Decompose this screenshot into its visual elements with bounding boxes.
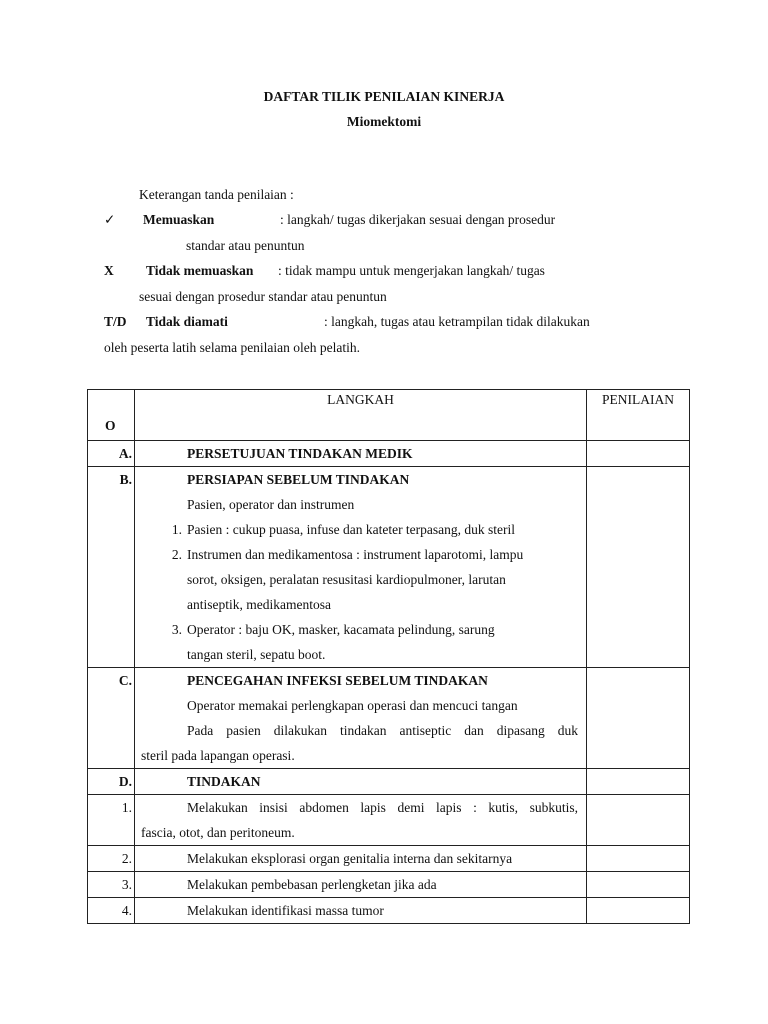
table-row [88, 846, 690, 872]
cross-mark: X [104, 263, 114, 278]
section-b-title: PERSIAPAN SEBELUM TINDAKAN [187, 472, 410, 487]
header-no: O [105, 418, 116, 433]
section-row-b [88, 467, 690, 668]
section-a-title-cell [135, 441, 587, 467]
document-title: DAFTAR TILIK PENILAIAN KINERJA [263, 89, 505, 104]
legend-label-satisfactory: Memuaskan [143, 212, 215, 227]
step-no: 3. [88, 872, 135, 898]
header-score-cell [587, 390, 690, 441]
section-d-title-cell [135, 769, 587, 795]
list-item: 2. Instrumen dan medikamentosa : instrument laparotomi, lampu [171, 547, 524, 562]
legend-desc-not-observed: : langkah, tugas atau ketrampilan tidak dilakukan [324, 314, 590, 329]
section-c-title: PENCEGAHAN INFEKSI SEBELUM TINDAKAN [187, 673, 488, 688]
step-no: 1. [88, 795, 135, 846]
step-content [135, 872, 587, 898]
table-row [88, 898, 690, 924]
step-text: Melakukan eksplorasi organ genitalia interna dan sekitarnya [187, 851, 513, 866]
td-mark: T/D [104, 314, 127, 329]
section-b-no: B. [88, 467, 135, 668]
step-no: 2. [88, 846, 135, 872]
checklist-table [87, 389, 690, 924]
legend-desc-unsatisfactory-cont: sesuai dengan prosedur standar atau penuntun [139, 289, 387, 304]
step-content [135, 898, 587, 924]
section-b-content [135, 467, 587, 668]
step-content [135, 846, 587, 872]
section-c-line: Operator memakai perlengkapan operasi dan mencuci tangan [187, 698, 518, 713]
list-item-cont: tangan steril, sepatu boot. [187, 647, 326, 662]
legend-desc-satisfactory: : langkah/ tugas dikerjakan sesuai dengan prosedur [280, 212, 556, 227]
list-item: 1. Pasien : cukup puasa, infuse dan kateter terpasang, duk steril [171, 522, 516, 537]
section-row-d [88, 769, 690, 795]
section-b-intro: Pasien, operator dan instrumen [187, 497, 355, 512]
section-c-no: C. [88, 668, 135, 769]
section-a-score[interactable] [587, 441, 690, 467]
section-d-score[interactable] [587, 769, 690, 795]
legend-desc-satisfactory-cont: standar atau penuntun [186, 238, 305, 253]
list-item-cont: antiseptik, medikamentosa [187, 597, 331, 612]
section-c-score[interactable] [587, 668, 690, 769]
legend-intro: Keterangan tanda penilaian : [139, 187, 294, 202]
section-d-no: D. [88, 769, 135, 795]
section-c-line: Pada pasien dilakukan tindakan antiseptic dan dipasang duk [187, 723, 578, 738]
header-step-cell [135, 390, 587, 441]
table-row [88, 795, 690, 846]
header-no-cell [88, 390, 135, 441]
step-score[interactable] [587, 846, 690, 872]
step-text: Melakukan identifikasi massa tumor [187, 903, 384, 918]
section-row-c [88, 668, 690, 769]
step-text: Melakukan pembebasan perlengketan jika ada [187, 877, 437, 892]
list-item-cont: sorot, oksigen, peralatan resusitasi kardiopulmoner, larutan [187, 572, 506, 587]
step-text: Melakukan insisi abdomen lapis demi lapis : kutis, subkutis, [187, 800, 578, 815]
checkmark-icon: ✓ [104, 212, 116, 227]
table-header-row [88, 390, 690, 441]
section-row-a [88, 441, 690, 467]
section-d-title: TINDAKAN [187, 774, 261, 789]
step-text-cont: fascia, otot, dan peritoneum. [141, 825, 295, 840]
header-step: LANGKAH [327, 392, 394, 407]
step-content [135, 795, 587, 846]
step-score[interactable] [587, 898, 690, 924]
section-c-line: steril pada lapangan operasi. [141, 748, 295, 763]
list-item: 3. Operator : baju OK, masker, kacamata pelindung, sarung [171, 622, 495, 637]
table-row [88, 872, 690, 898]
legend-desc-unsatisfactory: : tidak mampu untuk mengerjakan langkah/ tugas [278, 263, 545, 278]
step-score[interactable] [587, 872, 690, 898]
section-a-title: PERSETUJUAN TINDAKAN MEDIK [187, 446, 413, 461]
step-no: 4. [88, 898, 135, 924]
legend-label-unsatisfactory: Tidak memuaskan [146, 263, 254, 278]
document-subtitle: Miomektomi [346, 114, 422, 129]
header-score: PENILAIAN [602, 392, 674, 407]
legend-label-not-observed: Tidak diamati [146, 314, 228, 329]
section-c-content [135, 668, 587, 769]
section-a-no: A. [88, 441, 135, 467]
section-b-score[interactable] [587, 467, 690, 668]
legend-desc-not-observed-cont: oleh peserta latih selama penilaian oleh pelatih. [104, 340, 361, 355]
step-score[interactable] [587, 795, 690, 846]
